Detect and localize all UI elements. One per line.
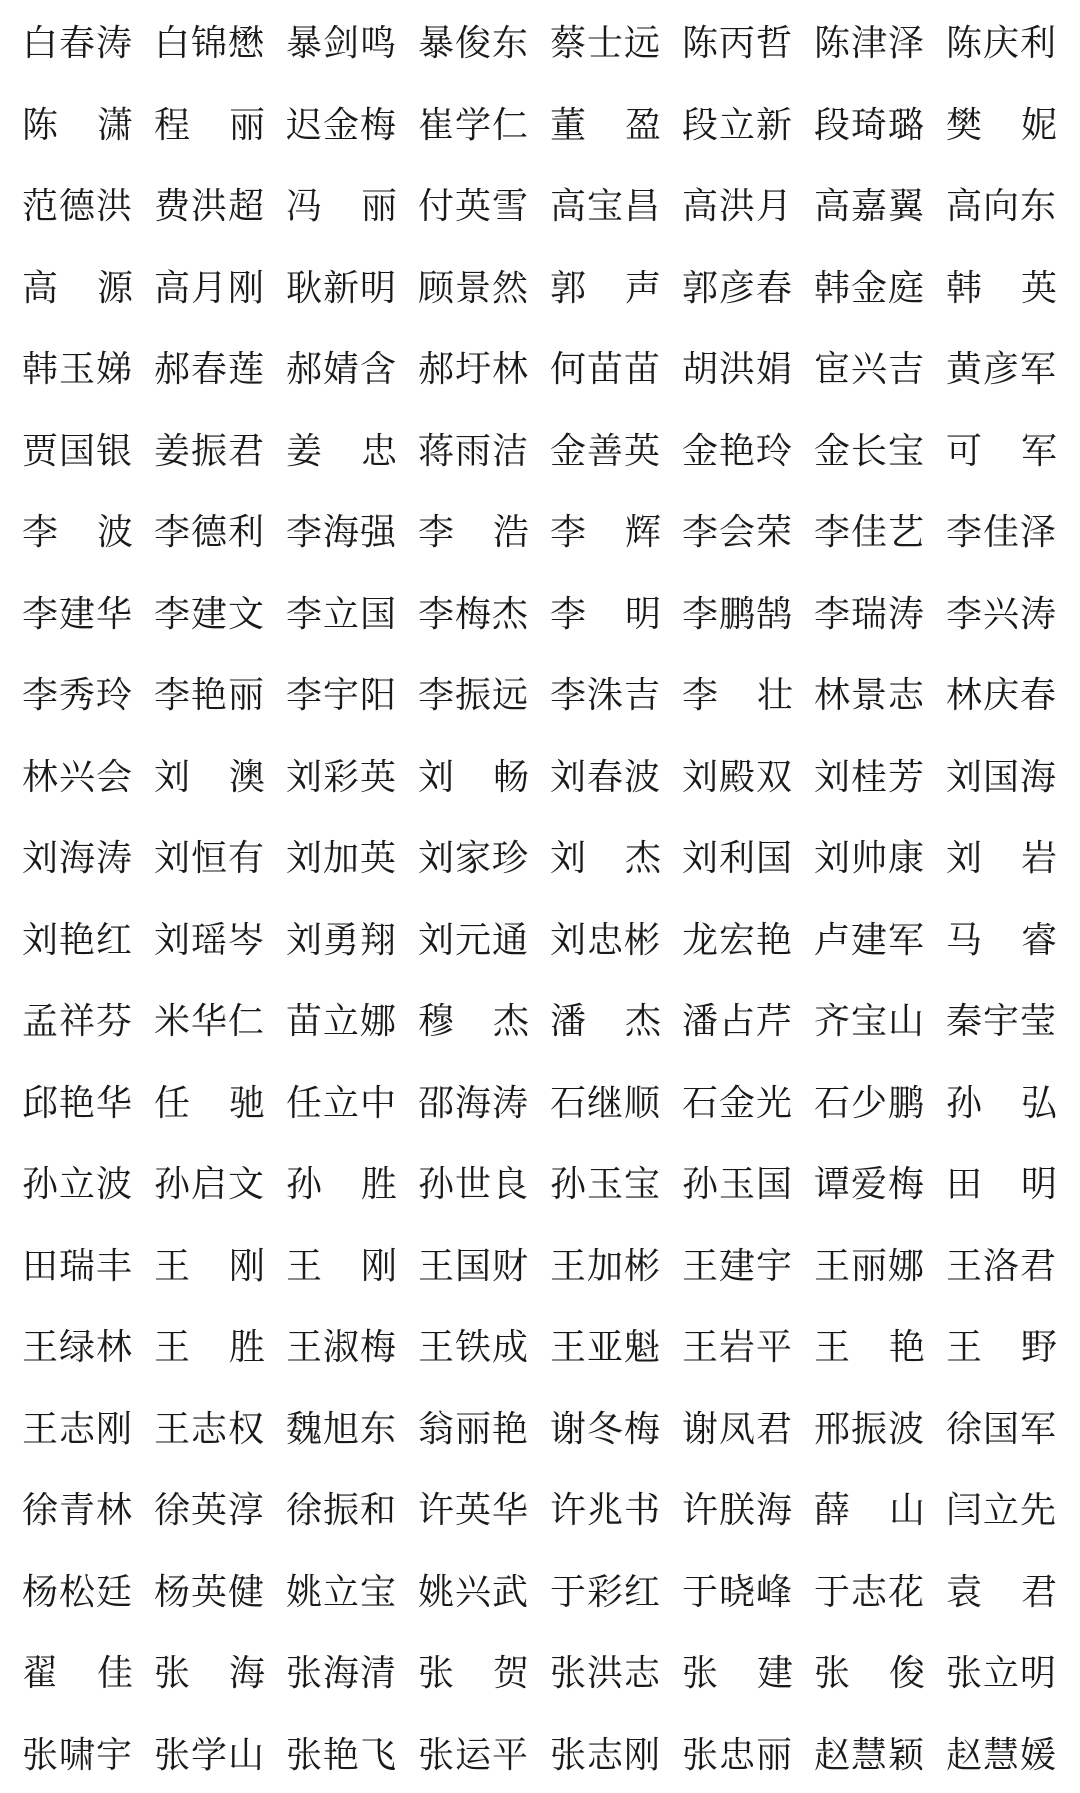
- name-cell: 于彩红: [550, 1564, 682, 1615]
- name-cell: 李宇阳: [286, 667, 418, 718]
- name-cell: 耿新明: [286, 260, 418, 311]
- name-cell: 李振远: [418, 667, 550, 718]
- name-cell: 邢振波: [814, 1401, 946, 1452]
- name-cell: 苗立娜: [286, 993, 418, 1044]
- name-cell: 刘殿双: [682, 749, 814, 800]
- name-row: [22, 1630, 1062, 1712]
- name-cell: 李会荣: [682, 504, 814, 555]
- name-cell: 韩金庭: [814, 260, 946, 311]
- name-cell: 潘 杰: [550, 993, 662, 1044]
- name-cell: 韩玉娣: [22, 341, 154, 392]
- name-cell: 孙启文: [154, 1156, 286, 1207]
- name-cell: 王加彬: [550, 1238, 682, 1289]
- name-cell: 许兆书: [550, 1482, 682, 1533]
- name-cell: 金善英: [550, 423, 682, 474]
- name-cell: 贾国银: [22, 423, 154, 474]
- name-cell: 宦兴吉: [814, 341, 946, 392]
- name-cell: 张学山: [154, 1727, 286, 1778]
- name-cell: 刘加英: [286, 830, 418, 881]
- name-row: [22, 1467, 1062, 1549]
- name-cell: 刘恒有: [154, 830, 286, 881]
- name-cell: 卢建军: [814, 912, 946, 963]
- name-cell: 张运平: [418, 1727, 550, 1778]
- name-row: [22, 734, 1062, 816]
- name-cell: 徐振和: [286, 1482, 418, 1533]
- name-cell: 龙宏艳: [682, 912, 814, 963]
- name-cell: 王淑梅: [286, 1319, 418, 1370]
- name-cell: 王 艳: [814, 1319, 926, 1370]
- name-cell: 徐青林: [22, 1482, 154, 1533]
- name-cell: 李 浩: [418, 504, 530, 555]
- name-cell: 张 建: [682, 1645, 794, 1696]
- name-row: [22, 0, 1062, 82]
- name-cell: 樊 妮: [946, 97, 1058, 148]
- name-cell: 高向东: [946, 178, 1078, 229]
- name-cell: 蔡士远: [550, 15, 682, 66]
- name-cell: 孙玉宝: [550, 1156, 682, 1207]
- name-cell: 李洙吉: [550, 667, 682, 718]
- name-cell: 李 波: [22, 504, 134, 555]
- name-cell: 翁丽艳: [418, 1401, 550, 1452]
- name-row: [22, 978, 1062, 1060]
- name-cell: 石少鹏: [814, 1075, 946, 1126]
- name-cell: 张啸宇: [22, 1727, 154, 1778]
- name-cell: 林景志: [814, 667, 946, 718]
- name-cell: 谢凤君: [682, 1401, 814, 1452]
- name-cell: 张海清: [286, 1645, 418, 1696]
- name-cell: 刘帅康: [814, 830, 946, 881]
- name-cell: 齐宝山: [814, 993, 946, 1044]
- name-cell: 张立明: [946, 1645, 1078, 1696]
- name-cell: 迟金梅: [286, 97, 418, 148]
- name-cell: 刘 畅: [418, 749, 530, 800]
- name-cell: 胡洪娟: [682, 341, 814, 392]
- name-cell: 刘 岩: [946, 830, 1058, 881]
- name-cell: 张 海: [154, 1645, 266, 1696]
- name-cell: 石继顺: [550, 1075, 682, 1126]
- name-row: [22, 408, 1062, 490]
- name-cell: 赵慧颖: [814, 1727, 946, 1778]
- name-cell: 段立新: [682, 97, 814, 148]
- name-cell: 田 明: [946, 1156, 1058, 1207]
- name-cell: 段琦璐: [814, 97, 946, 148]
- name-cell: 付英雪: [418, 178, 550, 229]
- name-cell: 顾景然: [418, 260, 550, 311]
- name-cell: 邱艳华: [22, 1075, 154, 1126]
- name-cell: 于志花: [814, 1564, 946, 1615]
- name-cell: 刘家珍: [418, 830, 550, 881]
- name-cell: 林兴会: [22, 749, 154, 800]
- name-cell: 冯 丽: [286, 178, 398, 229]
- name-cell: 李海强: [286, 504, 418, 555]
- name-cell: 谢冬梅: [550, 1401, 682, 1452]
- name-cell: 魏旭东: [286, 1401, 418, 1452]
- name-cell: 李立国: [286, 586, 418, 637]
- name-cell: 王建宇: [682, 1238, 814, 1289]
- name-cell: 赵慧媛: [946, 1727, 1078, 1778]
- name-list: [22, 0, 1062, 1793]
- name-cell: 李建华: [22, 586, 154, 637]
- name-cell: 徐英淳: [154, 1482, 286, 1533]
- name-cell: 李 辉: [550, 504, 662, 555]
- name-cell: 郭彦春: [682, 260, 814, 311]
- name-cell: 杨松廷: [22, 1564, 154, 1615]
- name-row: [22, 1060, 1062, 1142]
- name-cell: 李兴涛: [946, 586, 1078, 637]
- name-cell: 陈丙哲: [682, 15, 814, 66]
- name-cell: 张 俊: [814, 1645, 926, 1696]
- name-cell: 张洪志: [550, 1645, 682, 1696]
- name-cell: 闫立先: [946, 1482, 1078, 1533]
- name-cell: 金艳玲: [682, 423, 814, 474]
- name-row: [22, 652, 1062, 734]
- name-cell: 郝春莲: [154, 341, 286, 392]
- name-row: [22, 1549, 1062, 1631]
- name-cell: 徐国军: [946, 1401, 1078, 1452]
- name-cell: 林庆春: [946, 667, 1078, 718]
- name-cell: 田瑞丰: [22, 1238, 154, 1289]
- name-cell: 孟祥芬: [22, 993, 154, 1044]
- name-cell: 王绿林: [22, 1319, 154, 1370]
- name-cell: 李佳泽: [946, 504, 1078, 555]
- name-cell: 暴剑鸣: [286, 15, 418, 66]
- name-cell: 王 野: [946, 1319, 1058, 1370]
- name-cell: 李 壮: [682, 667, 794, 718]
- name-cell: 石金光: [682, 1075, 814, 1126]
- name-cell: 薛 山: [814, 1482, 926, 1533]
- name-row: [22, 1223, 1062, 1305]
- name-cell: 刘春波: [550, 749, 682, 800]
- name-cell: 于晓峰: [682, 1564, 814, 1615]
- name-cell: 王铁成: [418, 1319, 550, 1370]
- name-cell: 李德利: [154, 504, 286, 555]
- name-cell: 韩 英: [946, 260, 1058, 311]
- name-cell: 袁 君: [946, 1564, 1058, 1615]
- name-cell: 程 丽: [154, 97, 266, 148]
- name-cell: 金长宝: [814, 423, 946, 474]
- name-cell: 陈 潇: [22, 97, 134, 148]
- name-cell: 姚兴武: [418, 1564, 550, 1615]
- name-cell: 许朕海: [682, 1482, 814, 1533]
- name-cell: 任 驰: [154, 1075, 266, 1126]
- name-cell: 可 军: [946, 423, 1058, 474]
- name-cell: 张艳飞: [286, 1727, 418, 1778]
- name-cell: 王亚魁: [550, 1319, 682, 1370]
- name-cell: 李建文: [154, 586, 286, 637]
- name-cell: 何苗苗: [550, 341, 682, 392]
- name-cell: 米华仁: [154, 993, 286, 1044]
- name-cell: 任立中: [286, 1075, 418, 1126]
- name-cell: 刘 澳: [154, 749, 266, 800]
- name-cell: 郝婧含: [286, 341, 418, 392]
- name-cell: 谭爱梅: [814, 1156, 946, 1207]
- name-row: [22, 815, 1062, 897]
- name-row: [22, 1386, 1062, 1468]
- name-cell: 李瑞涛: [814, 586, 946, 637]
- name-cell: 刘桂芳: [814, 749, 946, 800]
- name-cell: 王岩平: [682, 1319, 814, 1370]
- name-cell: 黄彦军: [946, 341, 1078, 392]
- name-cell: 杨英健: [154, 1564, 286, 1615]
- name-cell: 刘海涛: [22, 830, 154, 881]
- name-cell: 穆 杰: [418, 993, 530, 1044]
- name-cell: 白锦懋: [154, 15, 286, 66]
- name-cell: 翟 佳: [22, 1645, 134, 1696]
- name-cell: 邵海涛: [418, 1075, 550, 1126]
- name-row: [22, 1712, 1062, 1793]
- name-cell: 刘瑶岑: [154, 912, 286, 963]
- name-row: [22, 571, 1062, 653]
- name-cell: 白春涛: [22, 15, 154, 66]
- name-row: [22, 82, 1062, 164]
- name-cell: 李秀玲: [22, 667, 154, 718]
- name-cell: 王丽娜: [814, 1238, 946, 1289]
- name-cell: 王 刚: [286, 1238, 398, 1289]
- name-cell: 陈津泽: [814, 15, 946, 66]
- name-cell: 董 盈: [550, 97, 662, 148]
- name-cell: 张 贺: [418, 1645, 530, 1696]
- name-cell: 王志权: [154, 1401, 286, 1452]
- name-cell: 李艳丽: [154, 667, 286, 718]
- name-cell: 姜 忠: [286, 423, 398, 474]
- name-cell: 暴俊东: [418, 15, 550, 66]
- name-cell: 李佳艺: [814, 504, 946, 555]
- name-cell: 费洪超: [154, 178, 286, 229]
- name-cell: 王洛君: [946, 1238, 1078, 1289]
- name-cell: 张忠丽: [682, 1727, 814, 1778]
- name-cell: 王 胜: [154, 1319, 266, 1370]
- name-cell: 郭 声: [550, 260, 662, 311]
- name-cell: 刘忠彬: [550, 912, 682, 963]
- name-cell: 姚立宝: [286, 1564, 418, 1615]
- name-cell: 李 明: [550, 586, 662, 637]
- name-cell: 高月刚: [154, 260, 286, 311]
- name-cell: 许英华: [418, 1482, 550, 1533]
- name-cell: 姜振君: [154, 423, 286, 474]
- name-cell: 孙 胜: [286, 1156, 398, 1207]
- name-cell: 高 源: [22, 260, 134, 311]
- name-cell: 陈庆利: [946, 15, 1078, 66]
- name-row: [22, 163, 1062, 245]
- name-row: [22, 1141, 1062, 1223]
- name-cell: 李梅杰: [418, 586, 550, 637]
- name-cell: 王志刚: [22, 1401, 154, 1452]
- name-cell: 高嘉翼: [814, 178, 946, 229]
- name-cell: 范德洪: [22, 178, 154, 229]
- name-cell: 高洪月: [682, 178, 814, 229]
- name-cell: 郝圩林: [418, 341, 550, 392]
- name-cell: 刘彩英: [286, 749, 418, 800]
- name-cell: 潘占芹: [682, 993, 814, 1044]
- name-cell: 孙世良: [418, 1156, 550, 1207]
- name-cell: 刘国海: [946, 749, 1078, 800]
- name-cell: 孙玉国: [682, 1156, 814, 1207]
- name-cell: 刘元通: [418, 912, 550, 963]
- name-cell: 张志刚: [550, 1727, 682, 1778]
- name-cell: 刘勇翔: [286, 912, 418, 963]
- name-cell: 李鹏鹄: [682, 586, 814, 637]
- name-cell: 刘艳红: [22, 912, 154, 963]
- name-cell: 王国财: [418, 1238, 550, 1289]
- name-row: [22, 326, 1062, 408]
- name-cell: 孙立波: [22, 1156, 154, 1207]
- name-cell: 秦宇莹: [946, 993, 1078, 1044]
- name-row: [22, 245, 1062, 327]
- name-row: [22, 1304, 1062, 1386]
- name-cell: 崔学仁: [418, 97, 550, 148]
- name-cell: 王 刚: [154, 1238, 266, 1289]
- name-cell: 孙 弘: [946, 1075, 1058, 1126]
- name-cell: 蒋雨洁: [418, 423, 550, 474]
- name-cell: 刘利国: [682, 830, 814, 881]
- name-row: [22, 897, 1062, 979]
- name-cell: 马 睿: [946, 912, 1058, 963]
- name-cell: 刘 杰: [550, 830, 662, 881]
- name-cell: 高宝昌: [550, 178, 682, 229]
- name-row: [22, 489, 1062, 571]
